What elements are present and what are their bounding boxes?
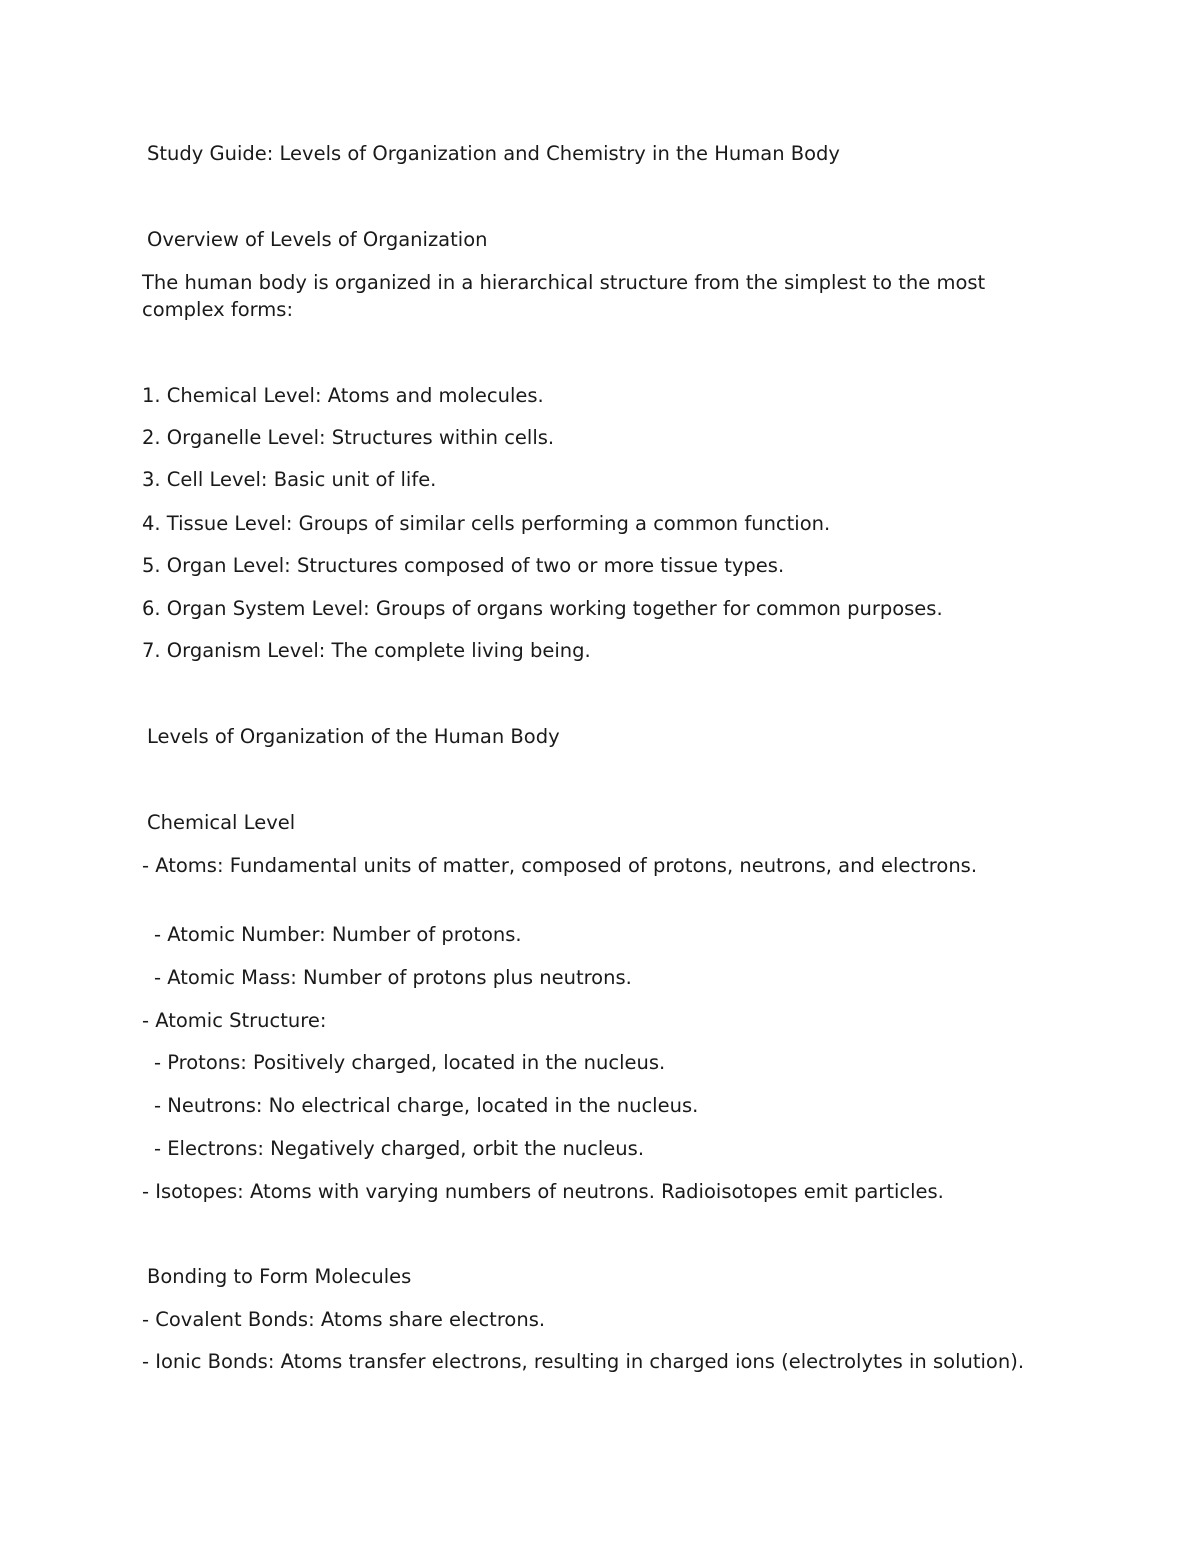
chemical-level-heading: Chemical Level <box>147 811 296 834</box>
protons-item: - Protons: Positively charged, located in the nucleus. <box>154 1051 666 1074</box>
overview-heading: Overview of Levels of Organization <box>147 228 488 251</box>
isotopes-item: - Isotopes: Atoms with varying numbers of neutrons. Radioisotopes emit particles. <box>142 1180 944 1203</box>
atomic-mass-item: - Atomic Mass: Number of protons plus neutrons. <box>154 966 632 989</box>
level-item-3: 3. Cell Level: Basic unit of life. <box>142 468 437 491</box>
neutrons-item: - Neutrons: No electrical charge, located in the nucleus. <box>154 1094 699 1117</box>
electrons-item: - Electrons: Negatively charged, orbit the nucleus. <box>154 1137 645 1160</box>
atomic-structure-item: - Atomic Structure: <box>142 1009 327 1032</box>
bonding-heading: Bonding to Form Molecules <box>147 1265 412 1288</box>
document-title: Study Guide: Levels of Organization and Chemistry in the Human Body <box>147 142 840 165</box>
overview-intro: The human body is organized in a hierarchical structure from the simplest to the most complex forms: <box>142 271 986 321</box>
level-item-1: 1. Chemical Level: Atoms and molecules. <box>142 384 544 407</box>
ionic-bonds-item: - Ionic Bonds: Atoms transfer electrons, resulting in charged ions (electrolytes in solution). <box>142 1350 1025 1373</box>
levels-heading: Levels of Organization of the Human Body <box>147 725 560 748</box>
level-item-7: 7. Organism Level: The complete living being. <box>142 639 591 662</box>
atomic-number-item: - Atomic Number: Number of protons. <box>154 923 522 946</box>
level-item-4: 4. Tissue Level: Groups of similar cells performing a common function. <box>142 512 831 535</box>
covalent-bonds-item: - Covalent Bonds: Atoms share electrons. <box>142 1308 546 1331</box>
level-item-6: 6. Organ System Level: Groups of organs working together for common purposes. <box>142 597 943 620</box>
level-item-5: 5. Organ Level: Structures composed of two or more tissue types. <box>142 554 785 577</box>
level-item-2: 2. Organelle Level: Structures within cells. <box>142 426 555 449</box>
atoms-item: - Atoms: Fundamental units of matter, composed of protons, neutrons, and electrons. <box>142 854 978 877</box>
